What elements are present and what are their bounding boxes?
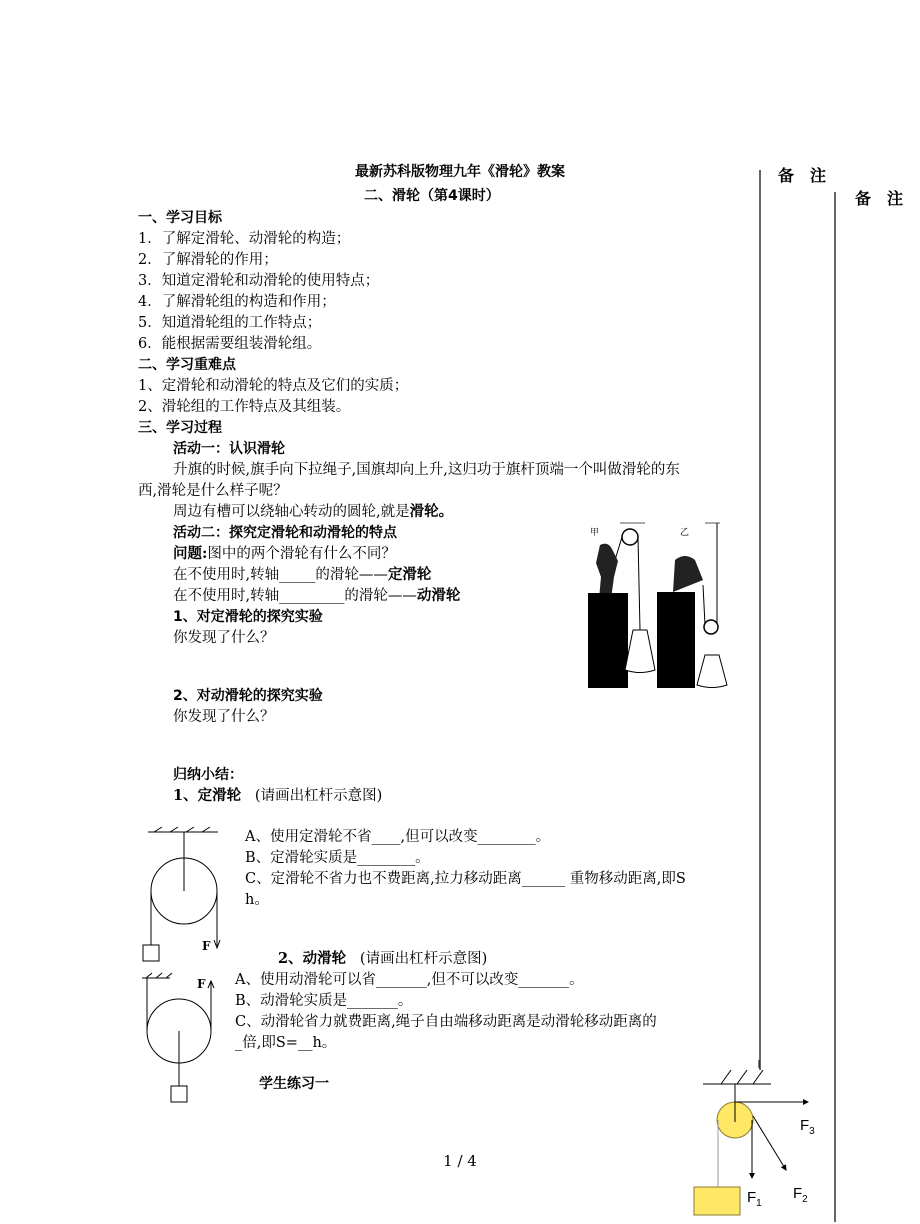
activity1-paragraph-cont: 西,滑轮是什么样子呢？ (138, 483, 288, 499)
fixed-pulley-diagram (140, 828, 230, 958)
section1-heading: 一、学习目标 (138, 210, 222, 226)
margin-line-2 (834, 192, 836, 1222)
movable-b: B、动滑轮实质是_______。 (235, 993, 413, 1009)
objective-item: 5．知道滑轮组的工作特点； (138, 315, 322, 331)
objective-item: 6．能根据需要组装滑轮组。 (138, 336, 322, 352)
fill-text: 在不使用时,转轴_________的滑轮—— (173, 588, 417, 604)
margin-note-1: 备 注 (778, 166, 827, 185)
objective-item: 4．了解滑轮组的构造和作用； (138, 294, 336, 310)
keypoint-item: 2、滑轮组的工作特点及其组装。 (138, 399, 351, 415)
margin-line-1 (759, 170, 761, 1070)
platform-left (588, 593, 628, 688)
definition-term: 滑轮。 (409, 503, 454, 520)
objective-item: 1．了解定滑轮、动滑轮的构造； (138, 231, 351, 247)
fill-term: 定滑轮 (387, 566, 432, 583)
activity1-title: 活动一：认识滑轮 (173, 441, 285, 457)
section3-heading: 三、学习过程 (138, 420, 222, 436)
experiment1-title: 1、对定滑轮的探究实验 (173, 609, 323, 625)
fixed-note: (请画出杠杆示意图) (254, 788, 383, 804)
practice-title: 学生练习一 (259, 1076, 329, 1092)
doc-title: 最新苏科版物理九年《滑轮》教案 (355, 164, 565, 180)
fixed-pulley-wheel (622, 529, 638, 545)
activity2-title: 活动二：探究定滑轮和动滑轮的特点 (173, 525, 397, 541)
weight-block (694, 1187, 740, 1215)
fill-line-fixed (173, 566, 431, 584)
fill-line-movable (173, 587, 460, 605)
weight-box (171, 1086, 187, 1102)
objective-item: 2．了解滑轮的作用； (138, 252, 278, 268)
fill-term: 动滑轮 (416, 587, 461, 604)
movable-note: (请画出杠杆示意图) (359, 951, 488, 967)
fixed-title: 1、定滑轮 (173, 787, 242, 804)
page-number: 1 / 4 (443, 1152, 477, 1170)
pulley-illustration (585, 515, 735, 690)
force-f1: $F_1$ (747, 1189, 762, 1209)
fill-text: 在不使用时,转轴_____的滑轮—— (173, 567, 388, 583)
definition-text: 周边有槽可以绕轴心转动的圆轮,就是 (173, 504, 410, 520)
child-figure-left (596, 544, 618, 599)
practice-pulley-diagram (690, 1060, 830, 1224)
movable-a: A、使用动滑轮可以省_______,但不可以改变_______。 (235, 972, 584, 988)
fixed-c-cont: h。 (245, 892, 269, 908)
figure-label-right: 乙 (680, 528, 690, 538)
question-text: 图中的两个滑轮有什么不同？ (207, 546, 396, 562)
force-f3: $F_3$ (800, 1117, 815, 1137)
force-label: F (197, 977, 206, 991)
fixed-b: B、定滑轮实质是________。 (245, 850, 430, 866)
movable-pulley-heading (278, 950, 487, 968)
experiment1-question: 你发现了什么？ (173, 630, 275, 646)
platform-right (657, 592, 695, 688)
objective-item: 3．知道定滑轮和动滑轮的使用特点； (138, 273, 380, 289)
experiment2-question: 你发现了什么？ (173, 709, 275, 725)
doc-subtitle: 二、滑轮（第4课时） (364, 188, 500, 204)
child-figure-right (673, 556, 703, 592)
activity2-question (173, 545, 396, 563)
sack-right (697, 655, 727, 688)
weight-box (143, 945, 159, 961)
margin-note-2: 备 注 (855, 189, 904, 208)
activity1-paragraph: 升旗的时候,旗手向下拉绳子,国旗却向上升,这归功于旗杆顶端一个叫做滑轮的东 (173, 462, 680, 478)
movable-pulley-diagram (140, 972, 230, 1107)
movable-pulley-wheel (704, 620, 718, 634)
fixed-a: A、使用定滑轮不省____,但可以改变________。 (245, 829, 551, 845)
experiment2-title: 2、对动滑轮的探究实验 (173, 688, 323, 704)
movable-c-cont: _倍,即S=__h。 (235, 1035, 337, 1051)
question-label: 问题: (173, 545, 208, 562)
force-label: F (202, 939, 211, 953)
fixed-pulley-heading (173, 787, 382, 805)
movable-title: 2、动滑轮 (278, 950, 347, 967)
fixed-c: C、定滑轮不省力也不费距离,拉力移动距离______ 重物移动距离,即S (245, 871, 686, 887)
movable-c: C、动滑轮省力就费距离,绳子自由端移动距离是动滑轮移动距离的 (235, 1014, 657, 1030)
section2-heading: 二、学习重难点 (138, 357, 236, 373)
summary-title: 归纳小结： (173, 767, 243, 783)
sack-left (625, 630, 655, 673)
activity1-definition (173, 503, 453, 521)
keypoint-item: 1、定滑轮和动滑轮的特点及它们的实质； (138, 378, 409, 394)
force-f2: $F_2$ (793, 1185, 808, 1205)
figure-label-left: 甲 (590, 528, 600, 538)
